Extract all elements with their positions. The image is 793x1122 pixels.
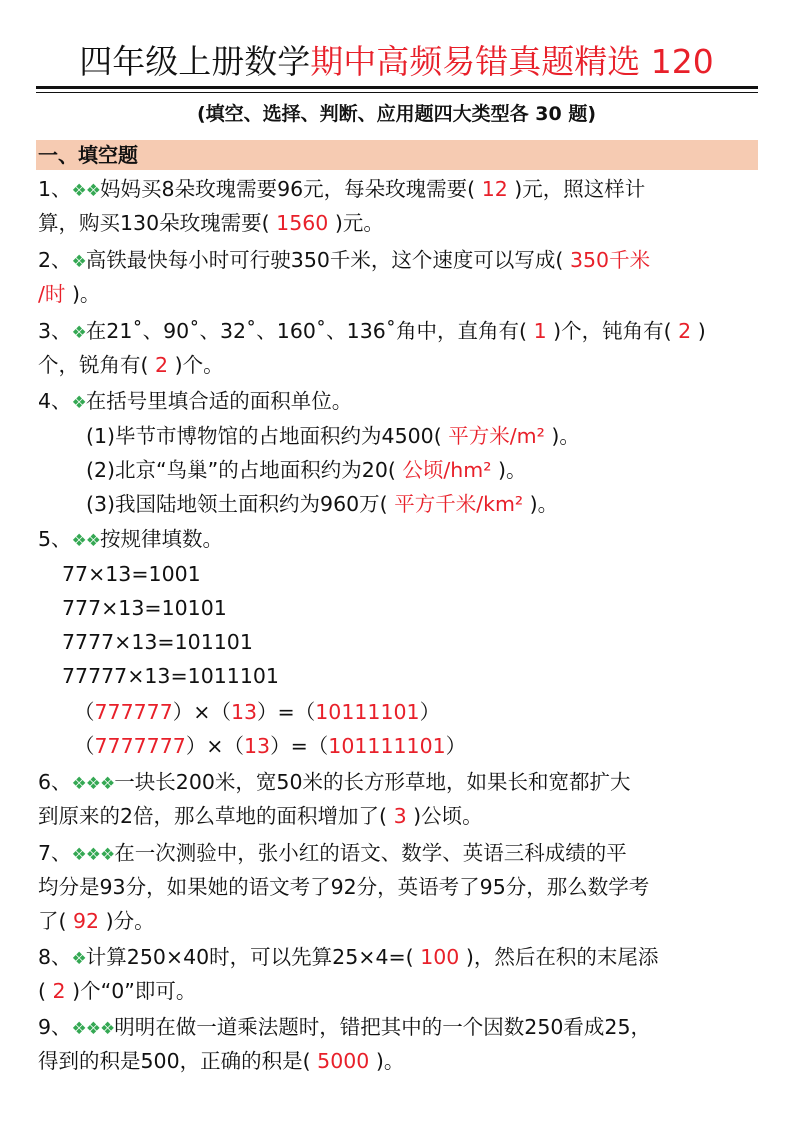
- diamond-icon: ❖: [85, 531, 101, 551]
- diamond-icon: ❖: [71, 323, 86, 343]
- answer: 13: [244, 734, 271, 758]
- question-text: 计算250×40时，可以先算25×4=(: [85, 945, 414, 969]
- question-text: 均分是93分，如果她的语文考了92分，英语考了95分，那么数学考: [38, 875, 650, 899]
- question-text: )分。: [105, 909, 155, 933]
- question-text: 了(: [38, 909, 67, 933]
- bracket: ）=（: [257, 700, 316, 724]
- question-4-sub-3: [86, 487, 558, 521]
- question-text: )公顷。: [413, 804, 483, 828]
- bracket: ）×（: [172, 700, 231, 724]
- bracket: ）×（: [185, 734, 244, 758]
- question-6-line-2: [38, 799, 483, 833]
- question-text: 按规律填数。: [100, 527, 224, 551]
- diamond-icon: ❖: [71, 181, 86, 201]
- question-text: )。: [498, 458, 527, 482]
- answer: 350千米: [563, 248, 651, 272]
- diamond-icon: ❖: [71, 531, 86, 551]
- answer: 2: [46, 979, 73, 1003]
- question-8-line-2: [38, 974, 196, 1008]
- answer: 1: [527, 319, 554, 343]
- question-text: )个“0”即可。: [72, 979, 197, 1003]
- diamond-icon: ❖: [85, 845, 101, 865]
- diamond-icon: ❖: [100, 1019, 115, 1039]
- question-1-line-2: [38, 206, 384, 240]
- question-number: 3、: [38, 319, 72, 343]
- question-text: )，然后在积的末尾添: [465, 945, 659, 969]
- question-text: )个，钝角有(: [553, 319, 672, 343]
- question-7-line-3: [38, 904, 155, 938]
- question-9-line-2: [38, 1044, 404, 1078]
- question-text: (3)我国陆地领土面积约为960万(: [86, 492, 388, 516]
- question-text: 在括号里填合适的面积单位。: [85, 389, 353, 413]
- title-rule-thin: [36, 92, 758, 93]
- question-text: 在21˚、90˚、32˚、160˚、136˚角中，直角有(: [85, 319, 528, 343]
- question-number: 5、: [38, 527, 72, 551]
- diamond-icon: ❖: [71, 845, 86, 865]
- pattern-row: 77×13=1001: [62, 562, 201, 586]
- question-text: (: [38, 979, 46, 1003]
- question-text: )。: [551, 424, 580, 448]
- diamond-icon: ❖: [71, 393, 86, 413]
- bracket: （: [74, 700, 95, 724]
- question-text: 个，锐角有(: [38, 353, 149, 377]
- answer: 5000: [310, 1049, 376, 1073]
- pattern-row: 777×13=10101: [62, 596, 227, 620]
- question-number: 6、: [38, 770, 72, 794]
- question-7-line-1: [38, 836, 627, 872]
- diamond-icon: ❖: [100, 774, 115, 794]
- question-8-line-1: [38, 940, 658, 976]
- question-3-line-2: [38, 348, 224, 382]
- question-2-line-1: [38, 243, 650, 279]
- question-text: 算，购买130朵玫瑰需要(: [38, 211, 270, 235]
- question-4-sub-2: [86, 453, 527, 487]
- question-3-line-1: [38, 314, 706, 350]
- diamond-icon: ❖: [71, 252, 86, 272]
- question-text: 妈妈买8朵玫瑰需要96元，每朵玫瑰需要(: [100, 177, 476, 201]
- title-red: 期中高频易错真题精选 120: [310, 42, 714, 81]
- answer: 2: [671, 319, 698, 343]
- diamond-icon: ❖: [71, 1019, 86, 1039]
- question-6-line-1: [38, 765, 631, 801]
- answer: 平方千米/km²: [387, 492, 530, 516]
- question-1-line-1: [38, 172, 645, 208]
- answer: 100: [413, 945, 466, 969]
- page-title: [0, 38, 793, 86]
- title-black: 四年级上册数学: [79, 42, 311, 81]
- question-text: (2)北京“鸟巢”的占地面积约为20(: [86, 458, 396, 482]
- diamond-icon: ❖: [71, 774, 86, 794]
- page-subtitle: (填空、选择、判断、应用题四大类型各 30 题): [196, 103, 597, 125]
- question-text: )。: [529, 492, 559, 516]
- bracket: （: [74, 734, 95, 758]
- answer: 1560: [269, 211, 335, 235]
- pattern-answer-row-1: [74, 695, 440, 729]
- question-9-line-1: [38, 1010, 651, 1046]
- answer: 7777777: [94, 734, 186, 758]
- answer: 10111101: [315, 700, 420, 724]
- question-text: 明明在做一道乘法题时，错把其中的一个因数250看成25，: [114, 1015, 652, 1039]
- question-4-stem: [38, 384, 352, 420]
- question-2-line-2: [38, 277, 100, 311]
- bracket: ）=（: [270, 734, 329, 758]
- question-text: 在一次测验中，张小红的语文、数学、英语三科成绩的平: [114, 841, 627, 865]
- section-highlight: [36, 140, 758, 170]
- question-4-sub-1: [86, 419, 580, 453]
- question-text: )。: [65, 282, 101, 306]
- question-text: (1)毕节市博物馆的占地面积约为4500(: [86, 424, 442, 448]
- question-number: 7、: [38, 841, 72, 865]
- bracket: ）: [419, 700, 441, 724]
- question-number: 2、: [38, 248, 72, 272]
- answer: 13: [230, 700, 258, 724]
- diamond-icon: ❖: [71, 949, 86, 969]
- question-text: 到原来的2倍，那么草地的面积增加了(: [38, 804, 388, 828]
- question-text: )。: [375, 1049, 405, 1073]
- answer: 公顷/hm²: [395, 458, 498, 482]
- bracket: ）: [445, 734, 467, 758]
- question-text: )元。: [334, 211, 384, 235]
- question-number: 9、: [38, 1015, 72, 1039]
- question-text: 一块长200米，宽50米的长方形草地，如果长和宽都扩大: [114, 770, 631, 794]
- question-text: 高铁最快每小时可行驶350千米，这个速度可以写成(: [85, 248, 564, 272]
- answer: 平方米/m²: [441, 424, 552, 448]
- pattern-answer-row-2: [74, 729, 466, 763]
- diamond-icon: ❖: [85, 1019, 101, 1039]
- question-text: ): [697, 319, 706, 343]
- question-text: )元，照这样计: [514, 177, 646, 201]
- pattern-row: 7777×13=101101: [62, 630, 253, 654]
- answer: 92: [66, 909, 106, 933]
- pattern-row: 77777×13=1011101: [62, 664, 279, 688]
- question-text: 得到的积是500，正确的积是(: [38, 1049, 311, 1073]
- question-number: 4、: [38, 389, 72, 413]
- answer: 101111101: [328, 734, 446, 758]
- answer: 2: [148, 353, 175, 377]
- answer: 777777: [94, 700, 173, 724]
- answer: 3: [387, 804, 414, 828]
- title-rule-thick: [36, 86, 758, 89]
- diamond-icon: ❖: [85, 774, 101, 794]
- question-5-stem: [38, 522, 223, 558]
- diamond-icon: ❖: [85, 181, 101, 201]
- question-text: )个。: [174, 353, 224, 377]
- question-number: 1、: [38, 177, 72, 201]
- question-number: 8、: [38, 945, 72, 969]
- section-title: 一、填空题: [38, 143, 138, 167]
- answer: /时: [38, 282, 66, 306]
- answer: 12: [475, 177, 515, 201]
- question-7-line-2: [38, 870, 649, 904]
- diamond-icon: ❖: [100, 845, 115, 865]
